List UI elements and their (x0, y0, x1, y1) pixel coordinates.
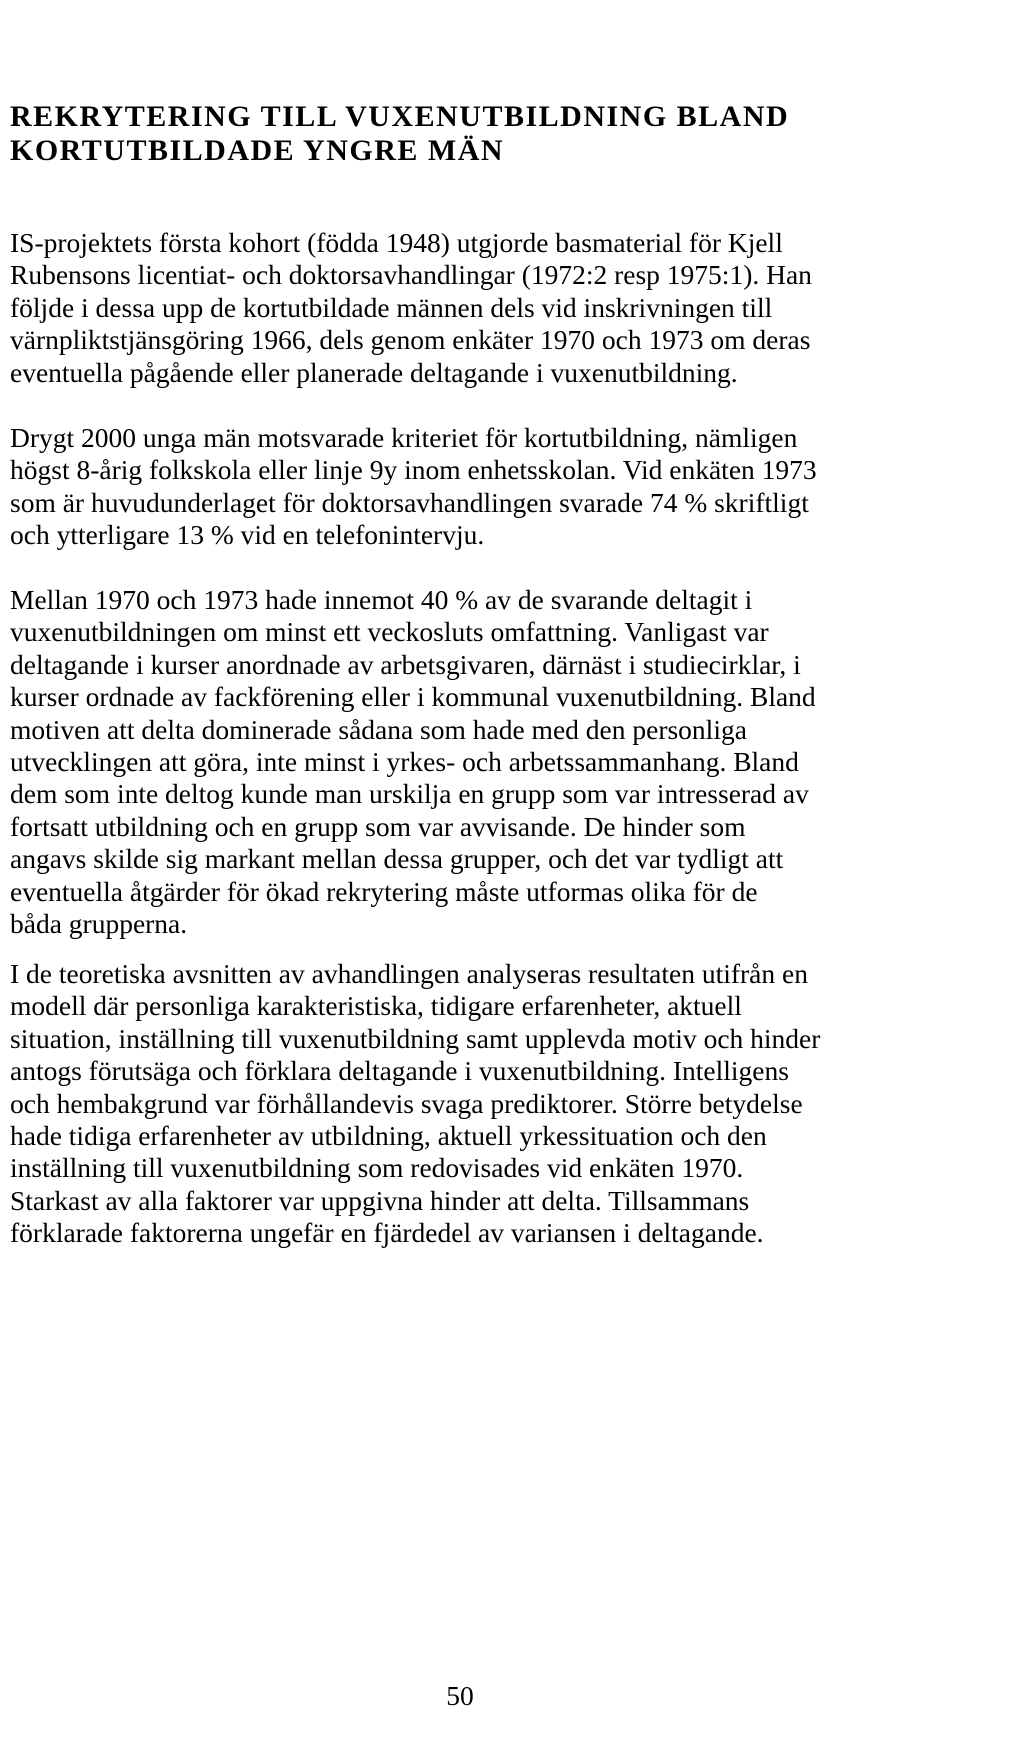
text-line: situation, inställning till vuxenutbildning samt upplevda motiv och hinder (10, 1022, 821, 1054)
paragraph-1 (10, 227, 1010, 389)
text-line: båda grupperna. (10, 908, 188, 940)
paragraph-4 (10, 958, 1010, 1250)
text-line: värnpliktstjänsgöring 1966, dels genom enkäter 1970 och 1973 om deras (10, 324, 811, 356)
heading-line: REKRYTERING TILL VUXENUTBILDNING BLAND (10, 100, 790, 133)
text-line: eventuella åtgärder för ökad rekrytering måste utformas olika för de (10, 875, 758, 907)
paragraph-2 (10, 422, 1010, 552)
text-line: Mellan 1970 och 1973 hade innemot 40 % av de svarande deltagit i (10, 584, 753, 615)
text-line: Rubensons licentiat- och doktorsavhandlingar (1972:2 resp 1975:1). Han (10, 259, 812, 291)
text-line: vuxenutbildningen om minst ett veckosluts omfattning. Vanligast var (10, 616, 769, 648)
heading-line: KORTUTBILDADE YNGRE MÄN (10, 134, 505, 167)
section-heading (10, 100, 990, 168)
text-line: modell där personliga karakteristiska, tidigare erfarenheter, aktuell (10, 990, 742, 1022)
text-line: högst 8-årig folkskola eller linje 9y inom enhetsskolan. Vid enkäten 1973 (10, 454, 817, 486)
text-line: angavs skilde sig markant mellan dessa grupper, och det var tydligt att (10, 843, 784, 875)
text-line: Drygt 2000 unga män motsvarade kriteriet för kortutbildning, nämligen (10, 422, 798, 453)
text-line: IS-projektets första kohort (födda 1948) utgjorde basmaterial för Kjell (10, 227, 783, 258)
page-number: 50 (446, 1680, 474, 1711)
text-line: följde i dessa upp de kortutbildade männen dels vid inskrivningen till (10, 291, 773, 323)
text-line: deltagande i kurser anordnade av arbetsgivaren, därnäst i studiecirklar, i (10, 648, 801, 680)
text-line: fortsatt utbildning och en grupp som var avvisande. De hinder som (10, 810, 746, 842)
text-line: Starkast av alla faktorer var uppgivna hinder att delta. Tillsammans (10, 1184, 750, 1216)
text-line: och ytterligare 13 % vid en telefonintervju. (10, 519, 485, 551)
text-line: eventuella pågående eller planerade deltagande i vuxenutbildning. (10, 356, 738, 388)
text-line: dem som inte deltog kunde man urskilja en grupp som var intresserad av (10, 778, 809, 810)
text-line: kurser ordnade av fackförening eller i kommunal vuxenutbildning. Bland (10, 681, 816, 713)
text-line: I de teoretiska avsnitten av avhandlingen analyseras resultaten utifrån en (10, 958, 808, 989)
text-line: förklarade faktorerna ungefär en fjärdedel av variansen i deltagande. (10, 1217, 764, 1249)
text-line: som är huvudunderlaget för doktorsavhandlingen svarade 74 % skriftligt (10, 486, 809, 518)
paragraph-3 (10, 584, 1010, 940)
text-line: motiven att delta dominerade sådana som hade med den personliga (10, 713, 747, 745)
text-line: utvecklingen att göra, inte minst i yrkes- och arbetssammanhang. Bland (10, 746, 799, 778)
text-line: hade tidiga erfarenheter av utbildning, aktuell yrkessituation och den (10, 1120, 767, 1152)
text-line: antogs förutsäga och förklara deltagande i vuxenutbildning. Intelligens (10, 1055, 789, 1087)
text-line: inställning till vuxenutbildning som redovisades vid enkäten 1970. (10, 1152, 744, 1184)
text-line: och hembakgrund var förhållandevis svaga prediktorer. Större betydelse (10, 1087, 803, 1119)
